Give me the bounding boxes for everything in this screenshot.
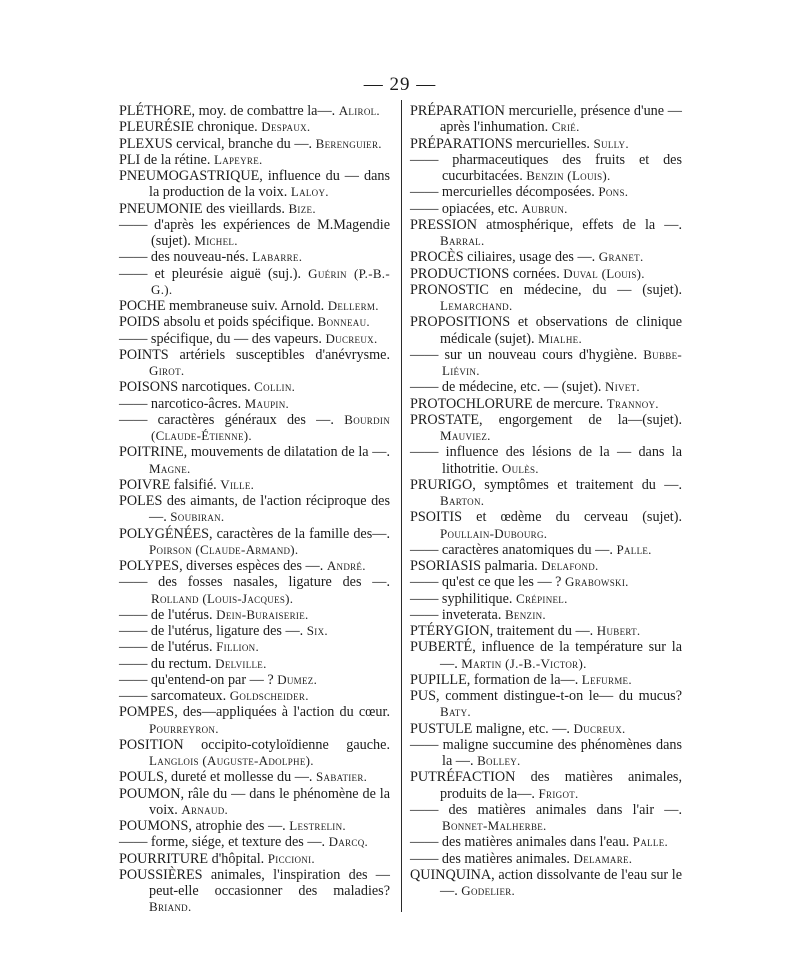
- entry-author: Lapeyre.: [213, 151, 263, 167]
- index-entry: [119, 168, 390, 201]
- index-entry: [119, 347, 390, 380]
- index-subentry: [410, 607, 682, 623]
- index-subentry: [119, 834, 390, 850]
- index-entry: [119, 851, 390, 867]
- entry-author: Mauviez.: [440, 428, 491, 443]
- entry-text: —— des nouveau-nés.: [119, 249, 249, 266]
- index-entry: [410, 558, 682, 574]
- index-subentry: [410, 851, 682, 867]
- entry-author: Aubrun.: [521, 200, 568, 216]
- entry-author: Godelier.: [461, 883, 516, 898]
- entry-author: Delville.: [215, 655, 267, 671]
- entry-text: —— qu'est ce que les — ?: [410, 574, 562, 591]
- entry-text: POUMON, râle du — dans le phénomène de la voix.: [119, 785, 390, 818]
- entry-author: Sabatier.: [316, 769, 368, 785]
- entry-text: PLEURÉSIE chronique.: [119, 119, 258, 136]
- index-entry: [410, 639, 682, 672]
- index-subentry: [119, 412, 390, 445]
- entry-author: Bolley.: [477, 753, 521, 768]
- entry-author: Alirol.: [338, 103, 380, 118]
- index-subentry: [410, 152, 682, 185]
- entry-author: Martin (J.-B.-Victor).: [461, 655, 587, 671]
- entry-text: PROPOSITIONS et observations de clinique médicale (sujet).: [410, 314, 682, 347]
- entry-text: POLYPES, diverses espèces des —.: [119, 558, 324, 574]
- entry-author: Soubiran.: [170, 509, 225, 525]
- index-entry: [119, 769, 390, 785]
- entry-text: —— opiacées, etc.: [410, 200, 518, 217]
- index-entry: [119, 314, 390, 330]
- entry-author: Duval (Louis).: [563, 265, 645, 281]
- index-subentry: [410, 444, 682, 477]
- entry-author: Crié.: [551, 119, 580, 135]
- entry-author: Ville.: [220, 476, 255, 492]
- entry-text: PUS, comment distingue-t-on le— du mucus?: [410, 688, 682, 704]
- entry-text: PRURIGO, symptômes et traitement du —.: [410, 476, 682, 493]
- index-subentry: [119, 639, 390, 655]
- entry-text: —— d'après les expériences de M.Magendie (sujet).: [119, 216, 390, 249]
- index-entry: [119, 867, 390, 916]
- entry-text: POIVRE falsifié.: [119, 476, 217, 493]
- entry-author: Maupin.: [244, 395, 290, 411]
- entry-text: —— de l'utérus.: [119, 606, 213, 623]
- index-entry: [410, 217, 682, 250]
- entry-author: Six.: [306, 623, 328, 638]
- entry-author: Guérin (P.-B.-G.).: [151, 265, 390, 297]
- entry-author: Goldscheider.: [229, 688, 309, 703]
- entry-author: Pons.: [598, 184, 629, 200]
- index-entry: [410, 249, 682, 265]
- entry-text: —— et pleurésie aiguë (suj.).: [119, 265, 302, 282]
- entry-author: Oulès.: [501, 460, 539, 476]
- index-entry: [119, 493, 390, 526]
- entry-author: Bonnet-Malherbe.: [442, 818, 547, 833]
- entry-text: —— des fosses nasales, ligature des —.: [119, 574, 390, 591]
- index-subentry: [410, 802, 682, 835]
- entry-author: Bize.: [288, 200, 316, 216]
- index-entry: [410, 282, 682, 315]
- entry-author: Fillion.: [216, 639, 259, 655]
- entry-author: Benzin.: [504, 606, 546, 622]
- left-column: [119, 103, 390, 916]
- column-divider: [401, 100, 402, 912]
- entry-text: PSOITIS et œdème du cerveau (sujet).: [410, 509, 682, 526]
- index-subentry: [119, 217, 390, 250]
- entry-author: Poullain-Dubourg.: [440, 525, 548, 541]
- entry-text: PRODUCTIONS cornées.: [410, 265, 560, 282]
- entry-author: Berenguier.: [315, 135, 382, 151]
- entry-text: —— caractères anatomiques du —.: [410, 541, 613, 558]
- index-subentry: [119, 623, 390, 639]
- index-entry: [410, 103, 682, 136]
- entry-text: —— narcotico-âcres.: [119, 395, 242, 412]
- index-entry: [119, 152, 390, 168]
- index-entry: [410, 867, 682, 900]
- index-entry: [119, 526, 390, 559]
- index-entry: [410, 314, 682, 347]
- index-entry: [410, 477, 682, 510]
- index-entry: [410, 623, 682, 639]
- entry-author: Barton.: [440, 493, 485, 508]
- index-entry: [119, 737, 390, 770]
- index-entry: [410, 266, 682, 282]
- entry-text: PLEXUS cervical, branche du —.: [119, 135, 313, 152]
- index-subentry: [119, 249, 390, 265]
- entry-text: —— sarcomateux.: [119, 688, 227, 704]
- entry-text: POUSSIÈRES animales, l'inspiration des — peut-elle occasionner des maladies?: [119, 866, 390, 899]
- entry-text: PUTRÉFACTION des matières animales, produits de la—.: [410, 769, 682, 802]
- index-entry: [410, 136, 682, 152]
- entry-text: PROSTATE, engorgement de la—(sujet).: [410, 411, 682, 428]
- right-column: [410, 103, 682, 899]
- entry-author: Darcq.: [328, 834, 369, 850]
- index-subentry: [410, 834, 682, 850]
- entry-text: PUBERTÉ, influence de la température sur la—.: [410, 639, 682, 672]
- entry-text: —— inveterata.: [410, 606, 502, 623]
- index-entry: [119, 477, 390, 493]
- entry-author: Girot.: [149, 363, 185, 378]
- index-entry: [119, 103, 390, 119]
- index-subentry: [119, 672, 390, 688]
- index-entry: [410, 412, 682, 445]
- index-entry: [119, 119, 390, 135]
- entry-author: Delafond.: [541, 558, 599, 573]
- entry-author: Rolland (Louis-Jacques).: [151, 590, 294, 606]
- entry-author: Hubert.: [596, 623, 641, 638]
- index-entry: [119, 704, 390, 737]
- entry-text: —— de médecine, etc. — (sujet).: [410, 379, 602, 396]
- entry-text: QUINQUINA, action dissolvante de l'eau sur le—.: [410, 866, 682, 899]
- entry-text: —— caractères généraux des —.: [119, 411, 334, 428]
- entry-author: Piccioni.: [267, 850, 315, 866]
- entry-text: POCHE membraneuse suiv. Arnold.: [119, 298, 325, 314]
- entry-text: POLES des aimants, de l'action réciproque des—.: [119, 493, 390, 526]
- entry-text: —— qu'entend-on par — ?: [119, 671, 274, 688]
- entry-text: POLYGÉNÉES, caractères de la famille des—.: [119, 525, 390, 542]
- entry-author: Crépinel.: [516, 590, 568, 606]
- index-subentry: [410, 201, 682, 217]
- entry-text: —— de l'utérus, ligature des —.: [119, 623, 304, 639]
- entry-author: Labarre.: [252, 249, 303, 265]
- entry-author: Lemarchand.: [440, 298, 513, 313]
- entry-text: POISONS narcotiques.: [119, 379, 251, 396]
- entry-author: Briand.: [149, 899, 192, 915]
- entry-text: PTÉRYGION, traitement du —.: [410, 623, 594, 639]
- entry-text: —— syphilitique.: [410, 590, 513, 607]
- entry-author: Despaux.: [261, 119, 311, 135]
- entry-text: POSITION occipito-cotyloïdienne gauche.: [119, 736, 390, 753]
- entry-author: Bubbe-Liévin.: [442, 346, 682, 378]
- index-subentry: [119, 688, 390, 704]
- entry-author: Pourreyron.: [149, 720, 219, 736]
- entry-text: PRÉPARATIONS mercurielles.: [410, 135, 590, 152]
- index-subentry: [410, 591, 682, 607]
- index-subentry: [119, 574, 390, 607]
- entry-text: —— mercurielles décomposées.: [410, 184, 595, 201]
- entry-text: PUPILLE, formation de la—.: [410, 671, 579, 688]
- index-entry: [119, 558, 390, 574]
- entry-author: Dellerm.: [327, 298, 379, 313]
- entry-author: Michel.: [194, 233, 238, 248]
- index-entry: [410, 509, 682, 542]
- entry-text: PRONOSTIC en médecine, du — (sujet).: [410, 281, 682, 298]
- index-subentry: [119, 266, 390, 299]
- entry-text: PLÉTHORE, moy. de combattre la—.: [119, 103, 336, 119]
- entry-text: POIDS absolu et poids spécifique.: [119, 314, 315, 331]
- entry-author: Mialhe.: [538, 330, 582, 346]
- entry-author: Barral.: [440, 233, 485, 248]
- entry-author: Delamare.: [573, 850, 633, 866]
- entry-text: PROCÈS ciliaires, usage des —.: [410, 249, 596, 266]
- entry-author: Lefurme.: [581, 671, 632, 687]
- index-subentry: [410, 184, 682, 200]
- entry-text: —— influence des lésions de la — dans la lithotritie.: [410, 444, 682, 477]
- entry-author: Grabowski.: [565, 574, 629, 590]
- index-entry: [410, 672, 682, 688]
- entry-author: Dumez.: [277, 671, 318, 687]
- entry-text: —— maligne succumine des phénomènes dans la —.: [410, 736, 682, 769]
- entry-author: Dein-Buraiserie.: [216, 606, 309, 622]
- entry-text: PLI de la rétine.: [119, 151, 211, 168]
- entry-text: PNEUMONIE des vieillards.: [119, 200, 285, 217]
- entry-text: POINTS artériels susceptibles d'anévrysme.: [119, 346, 390, 363]
- index-entry: [410, 688, 682, 721]
- index-subentry: [119, 607, 390, 623]
- index-entry: [119, 818, 390, 834]
- index-subentry: [410, 379, 682, 395]
- entry-text: PNEUMOGASTRIQUE, influence du — dans la production de la voix.: [119, 168, 390, 201]
- entry-text: —— des matières animales dans l'eau.: [410, 834, 630, 851]
- entry-author: Granet.: [598, 249, 644, 265]
- index-entry: [119, 786, 390, 819]
- entry-author: Benzin (Louis).: [526, 168, 611, 183]
- entry-author: Ducreux.: [325, 330, 378, 346]
- entry-text: —— des matières animales.: [410, 850, 570, 867]
- entry-text: POMPES, des—appliquées à l'action du cœur.: [119, 704, 390, 721]
- index-subentry: [410, 347, 682, 380]
- entry-author: Bonneau.: [317, 314, 370, 330]
- entry-text: PUSTULE maligne, etc. —.: [410, 720, 570, 737]
- index-subentry: [119, 656, 390, 672]
- entry-author: Laloy.: [290, 184, 329, 200]
- entry-text: —— pharmaceutiques des fruits et des cucurbitacées.: [410, 151, 682, 184]
- page-number: — 29 —: [363, 74, 437, 95]
- entry-text: POULS, dureté et mollesse du —.: [119, 769, 313, 786]
- index-entry: [410, 769, 682, 802]
- entry-text: PRÉPARATION mercurielle, présence d'une — après l'inhumation.: [410, 103, 682, 136]
- entry-author: Ducreux.: [573, 720, 626, 736]
- index-subentry: [119, 396, 390, 412]
- entry-text: PROTOCHLORURE de mercure.: [410, 395, 604, 412]
- index-entry: [119, 444, 390, 477]
- index-subentry: [410, 737, 682, 770]
- entry-text: —— de l'utérus.: [119, 639, 213, 656]
- entry-text: —— sur un nouveau cours d'hygiène.: [410, 346, 638, 363]
- index-entry: [119, 298, 390, 314]
- entry-author: Poirson (Claude-Armand).: [149, 541, 299, 557]
- entry-author: Palle.: [616, 541, 652, 557]
- entry-text: POUMONS, atrophie des —.: [119, 818, 286, 834]
- entry-author: Magne.: [149, 460, 191, 476]
- entry-author: Bourdin (Claude-Étienne).: [151, 411, 391, 443]
- entry-text: —— des matières animales dans l'air —.: [410, 801, 682, 818]
- entry-author: Baty.: [440, 704, 471, 720]
- entry-text: POITRINE, mouvements de dilatation de la —.: [119, 444, 390, 461]
- entry-text: —— forme, siége, et texture des —.: [119, 834, 326, 851]
- entry-author: André.: [326, 558, 366, 573]
- entry-author: Collin.: [254, 379, 296, 395]
- entry-author: Palle.: [632, 834, 669, 850]
- index-entry: [410, 721, 682, 737]
- entry-text: POURRITURE d'hôpital.: [119, 850, 265, 867]
- index-subentry: [119, 331, 390, 347]
- entry-author: Arnaud.: [181, 801, 229, 817]
- entry-author: Sully.: [593, 135, 629, 151]
- index-entry: [119, 201, 390, 217]
- index-entry: [119, 136, 390, 152]
- entry-author: Lestrelin.: [289, 818, 346, 833]
- entry-text: PSORIASIS palmaria.: [410, 558, 538, 574]
- entry-text: —— spécifique, du — des vapeurs.: [119, 330, 322, 347]
- index-subentry: [410, 574, 682, 590]
- entry-text: —— du rectum.: [119, 655, 212, 672]
- entry-text: PRESSION atmosphérique, effets de la —.: [410, 216, 682, 233]
- entry-author: Frigot.: [538, 785, 579, 801]
- index-subentry: [410, 542, 682, 558]
- entry-author: Nivet.: [605, 379, 640, 395]
- entry-author: Langlois (Auguste-Adolphe).: [149, 753, 314, 768]
- index-entry: [119, 379, 390, 395]
- index-entry: [410, 396, 682, 412]
- entry-author: Trannoy.: [606, 395, 659, 411]
